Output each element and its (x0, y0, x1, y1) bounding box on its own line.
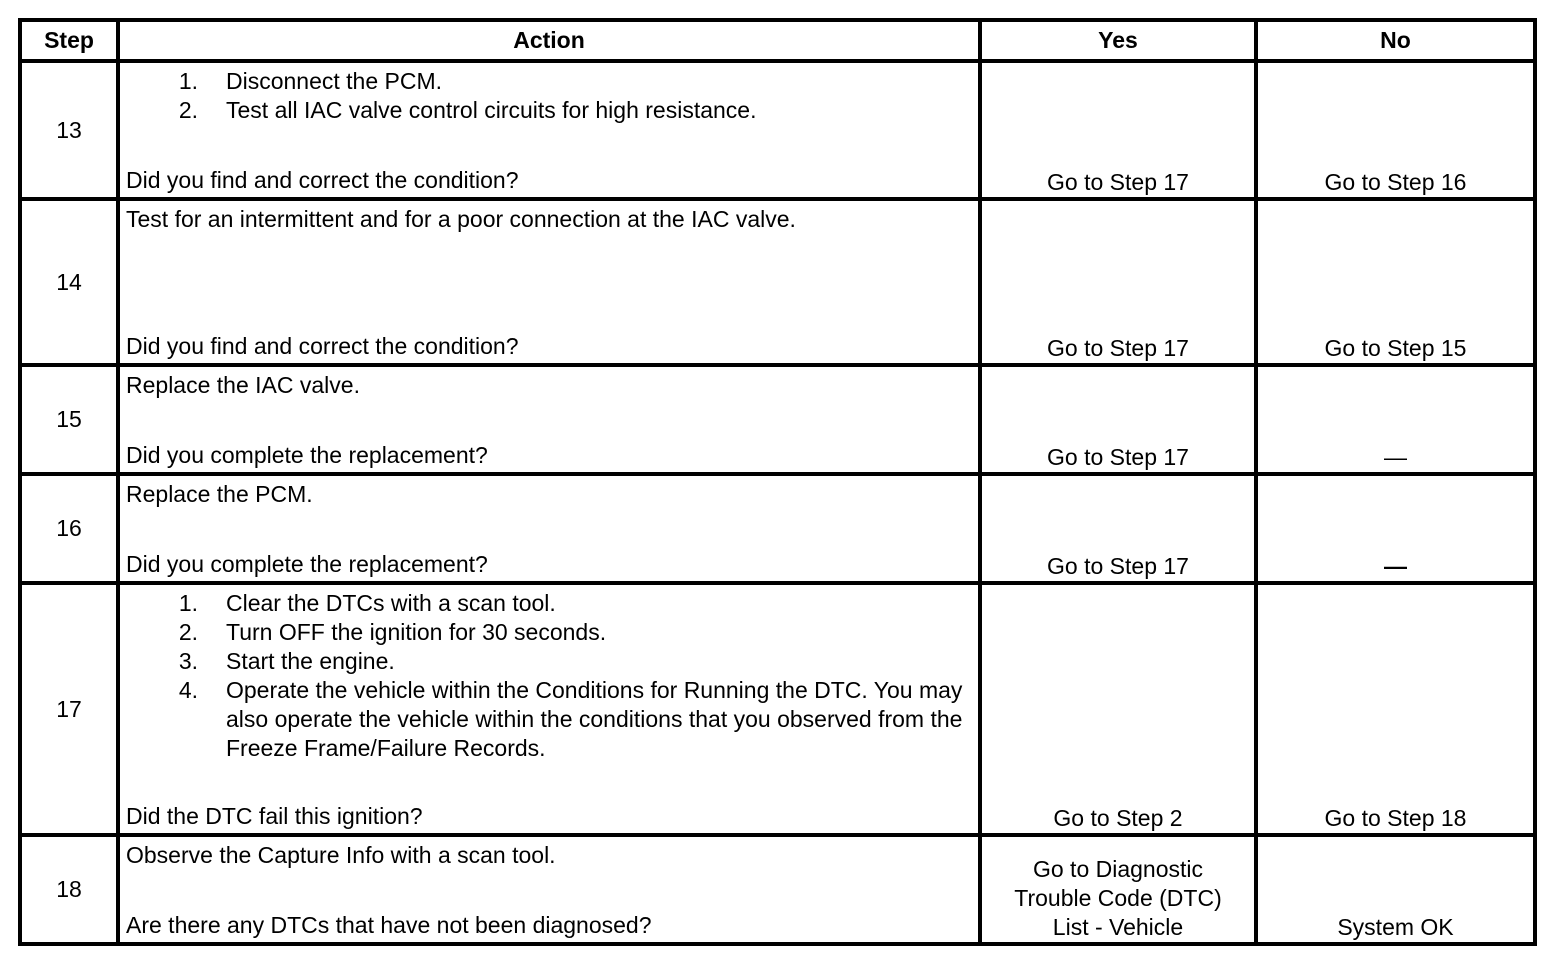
yes-result (980, 835, 1256, 944)
list-number: 2. (178, 97, 198, 123)
action-list (126, 589, 974, 763)
diagnostic-table (18, 18, 1537, 946)
list-number: 2. (178, 619, 198, 645)
question-text: Did you complete the replacement? (126, 551, 488, 577)
question-text: Did you complete the replacement? (126, 442, 488, 468)
list-item (126, 96, 974, 125)
header-step: Step (20, 20, 118, 61)
yes-result: Go to Step 17 (980, 199, 1256, 365)
no-result: Go to Step 15 (1256, 199, 1535, 365)
action-cell (118, 835, 980, 944)
list-item (126, 618, 974, 647)
action-cell (118, 583, 980, 835)
step-number: 18 (20, 835, 118, 944)
yes-result: Go to Step 17 (980, 474, 1256, 583)
table-row (20, 199, 1535, 365)
action-cell (118, 199, 980, 365)
no-result: Go to Step 18 (1256, 583, 1535, 835)
action-list (126, 67, 974, 125)
instruction-text: Test for an intermittent and for a poor connection at the IAC valve. (126, 206, 796, 232)
header-row (20, 20, 1535, 61)
list-text: Clear the DTCs with a scan tool. (226, 590, 556, 616)
header-no: No (1256, 20, 1535, 61)
header-yes: Yes (980, 20, 1256, 61)
question-text: Did the DTC fail this ignition? (126, 803, 423, 829)
list-item (126, 589, 974, 618)
list-text: Start the engine. (226, 648, 395, 674)
list-item (126, 676, 974, 763)
action-cell (118, 474, 980, 583)
list-text: Operate the vehicle within the Conditions for Running the DTC. You may also operate the vehicle within the conditions that you observed from the Freeze Frame/Failure Records. (226, 677, 963, 761)
list-number: 1. (178, 590, 198, 616)
question-text: Are there any DTCs that have not been diagnosed? (126, 912, 652, 938)
yes-result: Go to Step 17 (980, 365, 1256, 474)
list-number: 1. (178, 68, 198, 94)
step-number: 15 (20, 365, 118, 474)
instruction-text: Observe the Capture Info with a scan tool. (126, 842, 556, 868)
table-row (20, 365, 1535, 474)
no-result: System OK (1256, 835, 1535, 944)
action-cell (118, 61, 980, 199)
list-item (126, 647, 974, 676)
table-row (20, 583, 1535, 835)
step-number: 16 (20, 474, 118, 583)
list-text: Disconnect the PCM. (226, 68, 443, 94)
list-text: Test all IAC valve control circuits for high resistance. (226, 97, 757, 123)
table-row (20, 474, 1535, 583)
yes-result-text: Go to Diagnostic Trouble Code (DTC) List - Vehicle (1014, 856, 1222, 940)
header-action: Action (118, 20, 980, 61)
no-result-dash: — (1256, 474, 1535, 583)
no-result-dash: — (1256, 365, 1535, 474)
action-cell (118, 365, 980, 474)
yes-result: Go to Step 2 (980, 583, 1256, 835)
step-number: 17 (20, 583, 118, 835)
list-number: 4. (178, 677, 198, 703)
list-item (126, 67, 974, 96)
instruction-text: Replace the PCM. (126, 481, 313, 507)
list-number: 3. (178, 648, 198, 674)
question-text: Did you find and correct the condition? (126, 167, 519, 193)
instruction-text: Replace the IAC valve. (126, 372, 360, 398)
table-row (20, 835, 1535, 944)
list-text: Turn OFF the ignition for 30 seconds. (226, 619, 607, 645)
question-text: Did you find and correct the condition? (126, 333, 519, 359)
step-number: 14 (20, 199, 118, 365)
table-row (20, 61, 1535, 199)
yes-result: Go to Step 17 (980, 61, 1256, 199)
no-result: Go to Step 16 (1256, 61, 1535, 199)
step-number: 13 (20, 61, 118, 199)
